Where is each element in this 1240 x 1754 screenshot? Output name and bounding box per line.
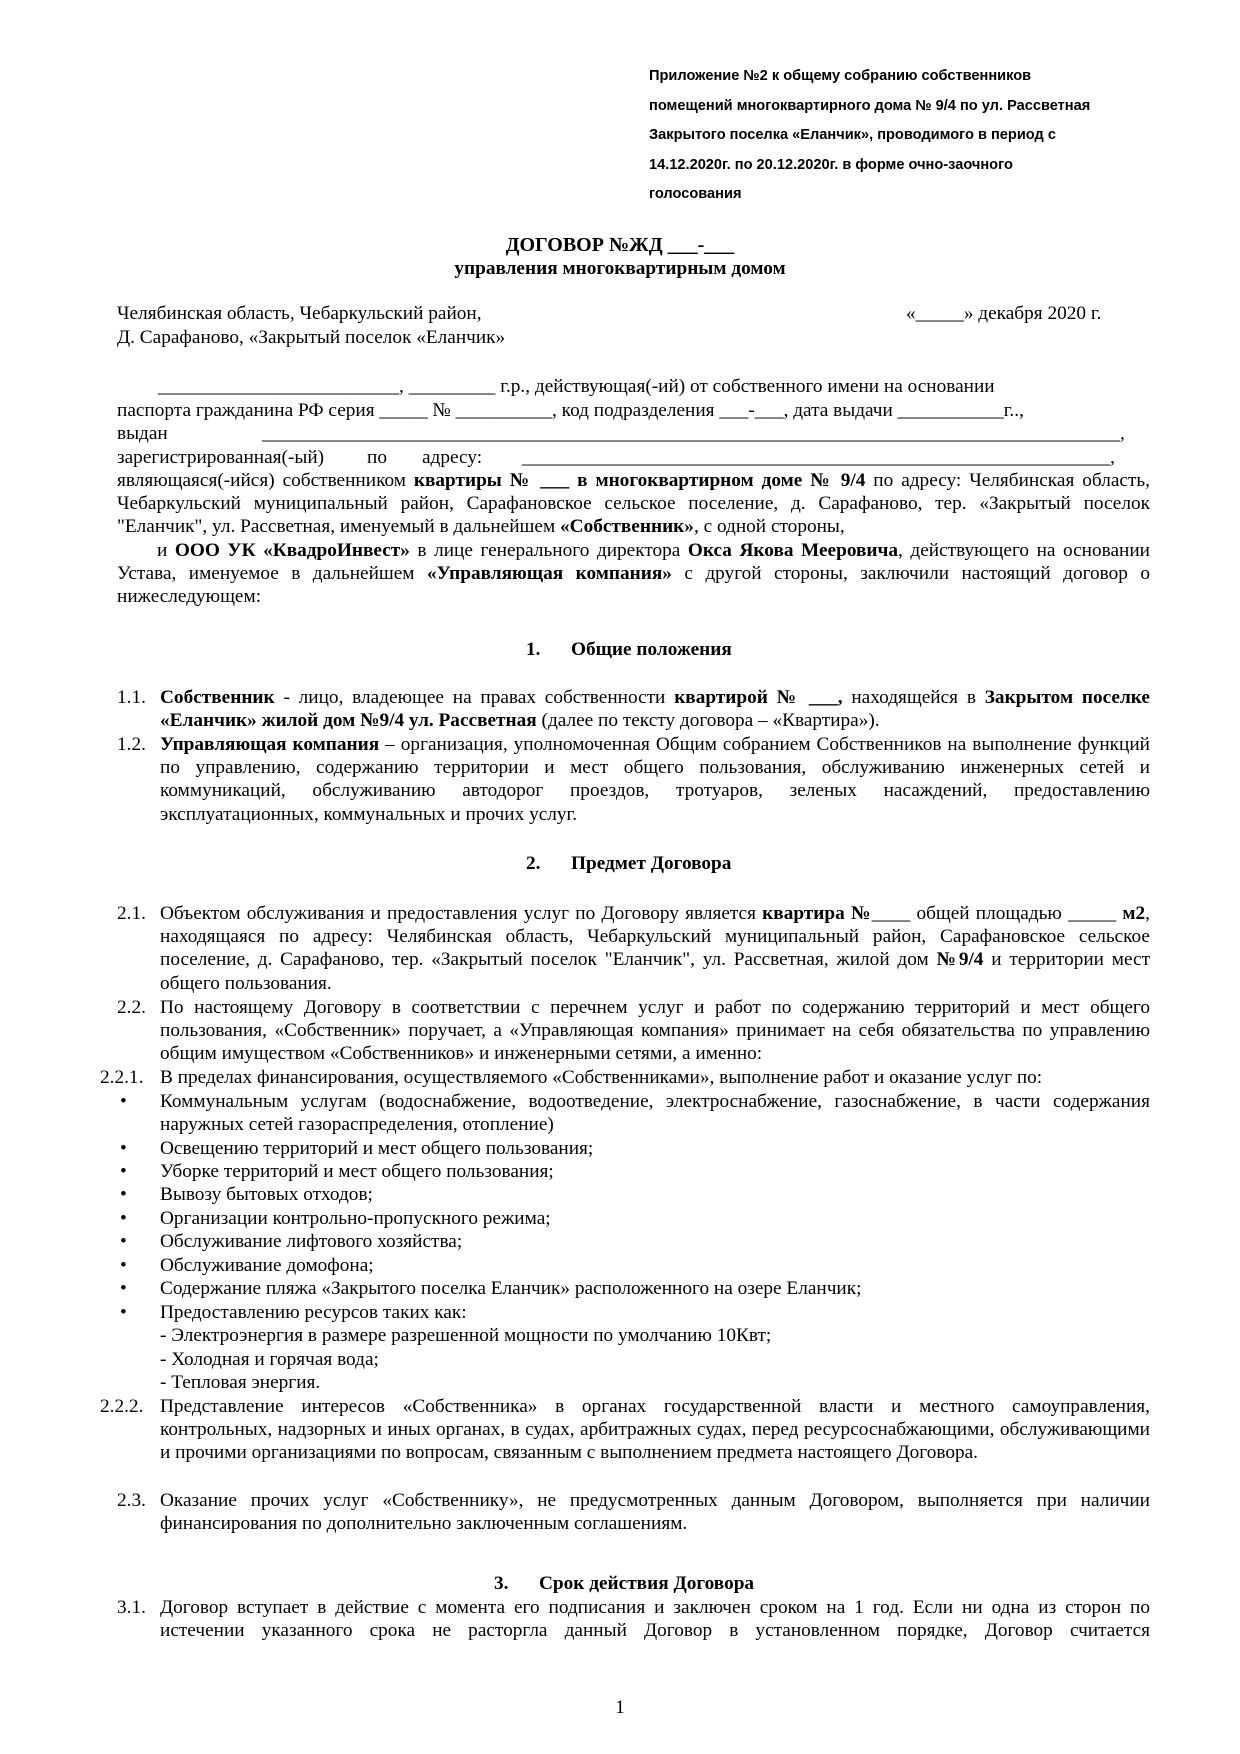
bullet-icon: • [120, 1208, 127, 1229]
contract-date: «_____» декабря 2020 г. [906, 303, 1102, 324]
registered-by-word: по [367, 447, 387, 468]
section-1-title: Общие положения [571, 639, 732, 660]
bullet-icon: • [120, 1255, 127, 1276]
bullet-icon: • [120, 1161, 127, 1182]
service-list-item: Коммунальным услугам (водоснабжение, водоотведение, электроснабжение, газоснабжение, в части содержания наружных сетей газораспределения, отопление) [160, 1091, 1150, 1136]
registered-address-word: адресу: [422, 447, 483, 468]
service-list-item: Вывозу бытовых отходов; [160, 1184, 373, 1205]
bullet-icon: • [120, 1138, 127, 1159]
service-list-item: Организации контрольно-пропускного режима; [160, 1208, 551, 1229]
owner-name-field-line: _________________________, _________ г.р., действующая(-ий) от собственного имени на основании [158, 376, 995, 397]
page-number: 1 [615, 1697, 625, 1718]
clause-2-1: Объектом обслуживания и предоставления услуг по Договору является квартира №____ общей площадью _____ м2, находящаяся по адресу: Челябинская область, Чебаркульский муниципальный район, Сарафановское сельское поселение, д. Сарафаново, тер. «Закрытый поселок "Еланчик", ул. Рассветная, жилой дом №9/4 и территории мест общего пользования. [160, 903, 1150, 994]
document-title: ДОГОВОР №ЖД ___-___ [505, 234, 735, 256]
clause-number: 2.2.1. [100, 1067, 144, 1088]
clause-number: 2.3. [117, 1490, 146, 1511]
section-3-title: Срок действия Договора [539, 1573, 755, 1594]
bullet-icon: • [120, 1278, 127, 1299]
preamble-owner-paragraph: являющаяся(-ийся) собственником квартиры № ___ в многоквартирном доме № 9/4 по адресу: Челябинская область, Чебаркульский муниципальный район, Сарафановское сельское поселение, д. Сарафаново, тер. «Закрытый поселок "Еланчик", ул. Рассветная, именуемый в дальнейшем «Собственник», с одной стороны, [117, 470, 1150, 538]
clause-number: 2.2.2. [100, 1396, 144, 1417]
appendix-line: помещений многоквартирного дома № 9/4 по ул. Рассветная [649, 97, 1091, 114]
appendix-note [649, 62, 1139, 210]
passport-line: паспорта гражданина РФ серия _____ № __________, код подразделения ___-___, дата выдачи ___________г.., [117, 400, 1024, 421]
bullet-icon: • [120, 1184, 127, 1205]
registered-label: зарегистрированная(-ый) [117, 447, 325, 468]
section-2-number: 2. [526, 853, 541, 874]
resource-item: - Электроэнергия в размере разрешенной мощности по умолчанию 10Квт; [160, 1325, 772, 1346]
service-list-item: Предоставлению ресурсов таких как: [160, 1302, 467, 1323]
service-list-item: Содержание пляжа «Закрытого поселка Еланчик» расположенного на озере Еланчик; [160, 1278, 862, 1299]
service-list-item: Обслуживание лифтового хозяйства; [160, 1231, 463, 1252]
clause-2-3: Оказание прочих услуг «Собственнику», не предусмотренных данным Договором, выполняется при наличии финансирования по дополнительно заключенным соглашениям. [160, 1490, 1150, 1535]
clause-1-2: Управляющая компания – организация, уполномоченная Общим собранием Собственников на выполнение функций по управлению, содержанию территории и мест общего пользования, обслуживанию инженерных сетей и коммуникаций, обслуживанию автодорог проездов, тротуаров, зеленых насаждений, предоставлению эксплуатационных, коммунальных и прочих услуг. [160, 734, 1151, 825]
clause-number: 3.1. [117, 1597, 146, 1618]
bullet-icon: • [120, 1091, 127, 1112]
place-line-2: Д. Сарафаново, «Закрытый поселок «Еланчик» [117, 327, 506, 348]
service-list-item: Уборке территорий и мест общего пользования; [160, 1161, 554, 1182]
service-list-item: Обслуживание домофона; [160, 1255, 374, 1276]
clause-3-1: Договор вступает в действие с момента его подписания и заключен сроком на 1 год. Если ни одна из сторон по истечении указанного срока не расторгла данный Договор в установленном порядке, Договор считается [160, 1597, 1150, 1642]
document-subtitle: управления многоквартирным домом [454, 258, 786, 279]
section-1-number: 1. [526, 639, 541, 660]
issued-by-field-line: _________________________________________________________________________________________, [262, 423, 1125, 444]
bullet-icon: • [120, 1302, 127, 1323]
section-2-title: Предмет Договора [571, 853, 732, 874]
issued-by-label: выдан [117, 423, 168, 444]
clause-2-2-1: В пределах финансирования, осуществляемого «Собственниками», выполнение работ и оказание услуг по: [160, 1067, 1043, 1088]
appendix-line: 14.12.2020г. по 20.12.2020г. в форме очно-заочного [649, 156, 1013, 173]
place-line-1: Челябинская область, Чебаркульский район, [117, 303, 482, 324]
clause-2-2-2: Представление интересов «Собственника» в органах государственной власти и местного самоуправления, контрольных, надзорных и иных органах, в судах, арбитражных судах, перед ресурсоснабжающими, обслуживающими и прочими организациями по вопросам, связанным с выполнением предмета настоящего Договора. [160, 1396, 1150, 1464]
section-3-number: 3. [494, 1573, 509, 1594]
appendix-line: Приложение №2 к общему собранию собственников [649, 68, 1032, 84]
resource-item: - Тепловая энергия. [160, 1372, 321, 1393]
resource-item: - Холодная и горячая вода; [160, 1349, 379, 1370]
clause-number: 1.1. [117, 687, 146, 708]
service-list-item: Освещению территорий и мест общего пользования; [160, 1138, 594, 1159]
clause-1-1: Собственник - лицо, владеющее на правах собственности квартирой № ___, находящейся в Закрытом поселке «Еланчик» жилой дом №9/4 ул. Рассветная (далее по тексту договора – «Квартира»). [160, 687, 1150, 732]
clause-number: 1.2. [117, 734, 146, 755]
clause-2-2: По настоящему Договору в соответствии с перечнем услуг и работ по содержанию территорий и мест общего пользования, «Собственник» поручает, а «Управляющая компания» принимает на себя обязательства по управлению общим имуществом «Собственников» и инженерными сетями, а именно: [160, 997, 1150, 1065]
preamble-company-paragraph: и ООО УК «КвадроИнвест» в лице генерального директора Окса Якова Мееровича, действующего на основании Устава, именуемое в дальнейшем «Управляющая компания» с другой стороны, заключили настоящий договор о нижеследующем: [117, 540, 1151, 608]
clause-number: 2.1. [117, 903, 146, 924]
registered-address-field-line: _____________________________________________________________, [522, 447, 1115, 468]
clause-number: 2.2. [117, 997, 146, 1018]
appendix-line: голосования [649, 186, 742, 203]
bullet-icon: • [120, 1231, 127, 1252]
appendix-line: Закрытого поселка «Еланчик», проводимого в период с [649, 127, 1056, 144]
